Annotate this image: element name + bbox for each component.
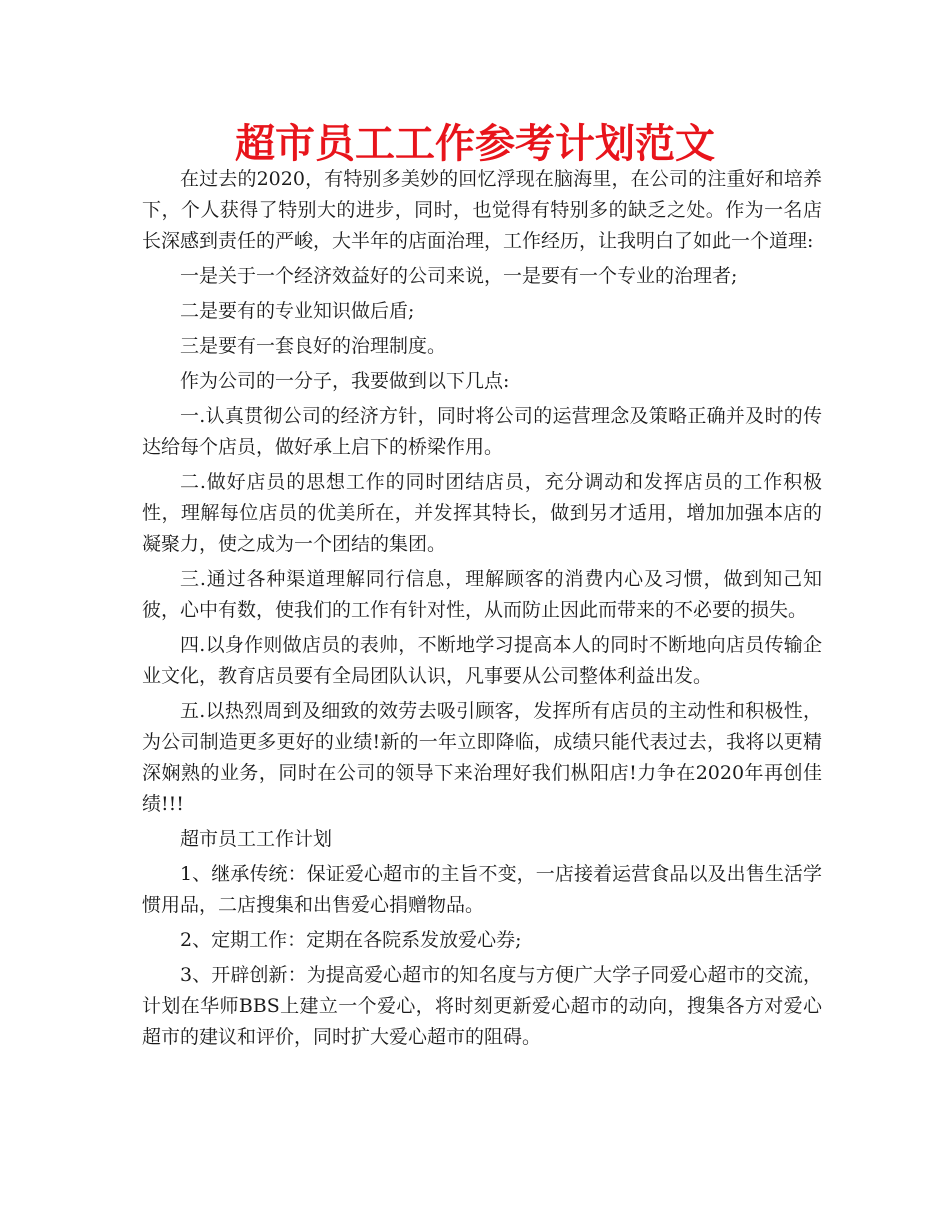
document-body (142, 164, 822, 1057)
paragraph: 3、开辟创新：为提高爱心超市的知名度与方便广大学子同爱心超市的交流，计划在华师BBS上建立一个爱心，将时刻更新爱心超市的动向，搜集各方对爱心超市的建议和评价，同时扩大爱心超市的阻碍。 (142, 964, 822, 1048)
paragraph: 一是关于一个经济效益好的公司来说，一是要有一个专业的治理者; (180, 265, 738, 287)
paragraph: 二是要有的专业知识做后盾; (180, 300, 415, 322)
section-heading: 超市员工工作计划 (180, 828, 333, 850)
paragraph: 2、定期工作：定期在各院系发放爱心券; (180, 929, 522, 951)
paragraph: 在过去的2020，有特别多美妙的回忆浮现在脑海里，在公司的注重好和培养下，个人获得了特别大的进步，同时，也觉得有特别多的缺乏之处。作为一名店长深感到责任的严峻，大半年的店面治理，工作经历，让我明白了如此一个道理: (142, 168, 822, 252)
paragraph: 1、继承传统：保证爱心超市的主旨不变，一店接着运营食品以及出售生活学惯用品，二店搜集和出售爱心捐赠物品。 (142, 863, 822, 916)
paragraph: 三是要有一套良好的治理制度。 (180, 335, 447, 357)
paragraph: 五.以热烈周到及细致的效劳去吸引顾客，发挥所有店员的主动性和积极性，为公司制造更多更好的业绩!新的一年立即降临，成绩只能代表过去，我将以更精深娴熟的业务，同时在公司的领导下来治理好我们枞阳店!力争在2020年再创佳绩!!! (142, 700, 822, 815)
paragraph: 作为公司的一分子，我要做到以下几点: (180, 370, 510, 392)
paragraph: 四.以身作则做店员的表帅，不断地学习提高本人的同时不断地向店员传输企业文化，教育店员要有全局团队认识，凡事要从公司整体利益出发。 (142, 634, 822, 687)
paragraph: 一.认真贯彻公司的经济方针，同时将公司的运营理念及策略正确并及时的传达给每个店员，做好承上启下的桥梁作用。 (142, 405, 822, 458)
document-title: 超市员工工作参考计划范文 (235, 121, 715, 167)
paragraph: 三.通过各种渠道理解同行信息，理解顾客的消费内心及习惯，做到知己知彼，心中有数，使我们的工作有针对性，从而防止因此而带来的不必要的损失。 (142, 568, 822, 621)
paragraph: 二.做好店员的思想工作的同时团结店员，充分调动和发挥店员的工作积极性，理解每位店员的优美所在，并发挥其特长，做到另才适用，增加加强本店的凝聚力，使之成为一个团结的集团。 (142, 471, 822, 555)
